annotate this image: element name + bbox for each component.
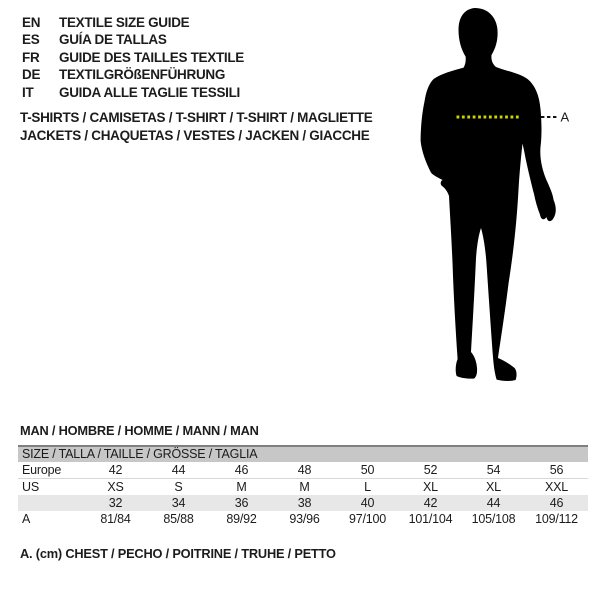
table-row-europe: [18, 462, 588, 479]
size-cell: 54: [462, 462, 525, 479]
language-label: GUÍA DE TALLAS: [59, 32, 167, 48]
size-cell: 97/100: [348, 512, 387, 526]
size-cell: 105/108: [471, 512, 516, 526]
size-cell: 36: [234, 496, 249, 510]
size-cell: 42: [423, 496, 438, 510]
row-label: [18, 495, 84, 511]
language-label: TEXTILGRÖßENFÜHRUNG: [59, 67, 226, 83]
size-cell: 89/92: [226, 512, 257, 526]
size-cell: XXL: [544, 480, 569, 494]
table-row-uk-sizes: [18, 495, 588, 511]
size-cell: 40: [360, 496, 375, 510]
measurement-footnote: A. (cm) CHEST / PECHO / POITRINE / TRUHE / PETTO: [20, 546, 336, 561]
language-label: TEXTILE SIZE GUIDE: [59, 15, 190, 30]
category-line-jackets: JACKETS / CHAQUETAS / VESTES / JACKEN / GIACCHE: [20, 127, 370, 143]
language-label: GUIDA ALLE TAGLIE TESSILI: [59, 84, 240, 100]
size-cell: XL: [486, 480, 501, 494]
size-table: [18, 462, 588, 527]
size-table-header: SIZE / TALLA / TAILLE / GRÖSSE / TAGLIA: [18, 445, 588, 462]
size-cell: 93/96: [289, 512, 320, 526]
size-cell: 48: [273, 462, 336, 479]
language-code: EN: [22, 15, 41, 30]
size-cell: 52: [399, 462, 462, 479]
size-cell: 101/104: [408, 512, 453, 526]
row-label: US: [22, 480, 39, 494]
size-cell: 85/88: [163, 512, 194, 526]
row-label: Europe: [18, 462, 84, 479]
size-cell: 32: [108, 496, 123, 510]
size-cell: 42: [84, 462, 147, 479]
language-code: IT: [22, 84, 34, 100]
measure-label: A: [560, 109, 570, 125]
table-row-us: [18, 479, 588, 496]
size-cell: 34: [171, 496, 186, 510]
size-cell: 46: [549, 496, 564, 510]
size-cell: S: [174, 480, 183, 494]
language-code: DE: [22, 67, 41, 83]
size-cell: XL: [423, 480, 438, 494]
language-code: ES: [22, 32, 40, 48]
size-cell: L: [364, 480, 371, 494]
size-cell: M: [236, 480, 247, 494]
size-cell: 38: [297, 496, 312, 510]
size-cell: 56: [525, 462, 588, 479]
size-cell: M: [299, 480, 310, 494]
category-line-tshirts: T-SHIRTS / CAMISETAS / T-SHIRT / T-SHIRT / MAGLIETTE: [20, 110, 373, 125]
language-label: GUIDE DES TAILLES TEXTILE: [59, 49, 245, 65]
size-cell: 46: [210, 462, 273, 479]
size-cell: XS: [107, 480, 124, 494]
size-cell: 44: [486, 496, 501, 510]
size-cell: 50: [336, 462, 399, 479]
size-cell: 44: [147, 462, 210, 479]
row-label: A: [22, 512, 31, 526]
size-cell: 81/84: [100, 512, 131, 526]
size-cell: 109/112: [535, 512, 578, 526]
language-code: FR: [22, 49, 40, 65]
section-heading-man: MAN / HOMBRE / HOMME / MANN / MAN: [20, 423, 259, 438]
table-row-chest-cm: [18, 511, 588, 527]
silhouette-shape: [421, 8, 556, 381]
